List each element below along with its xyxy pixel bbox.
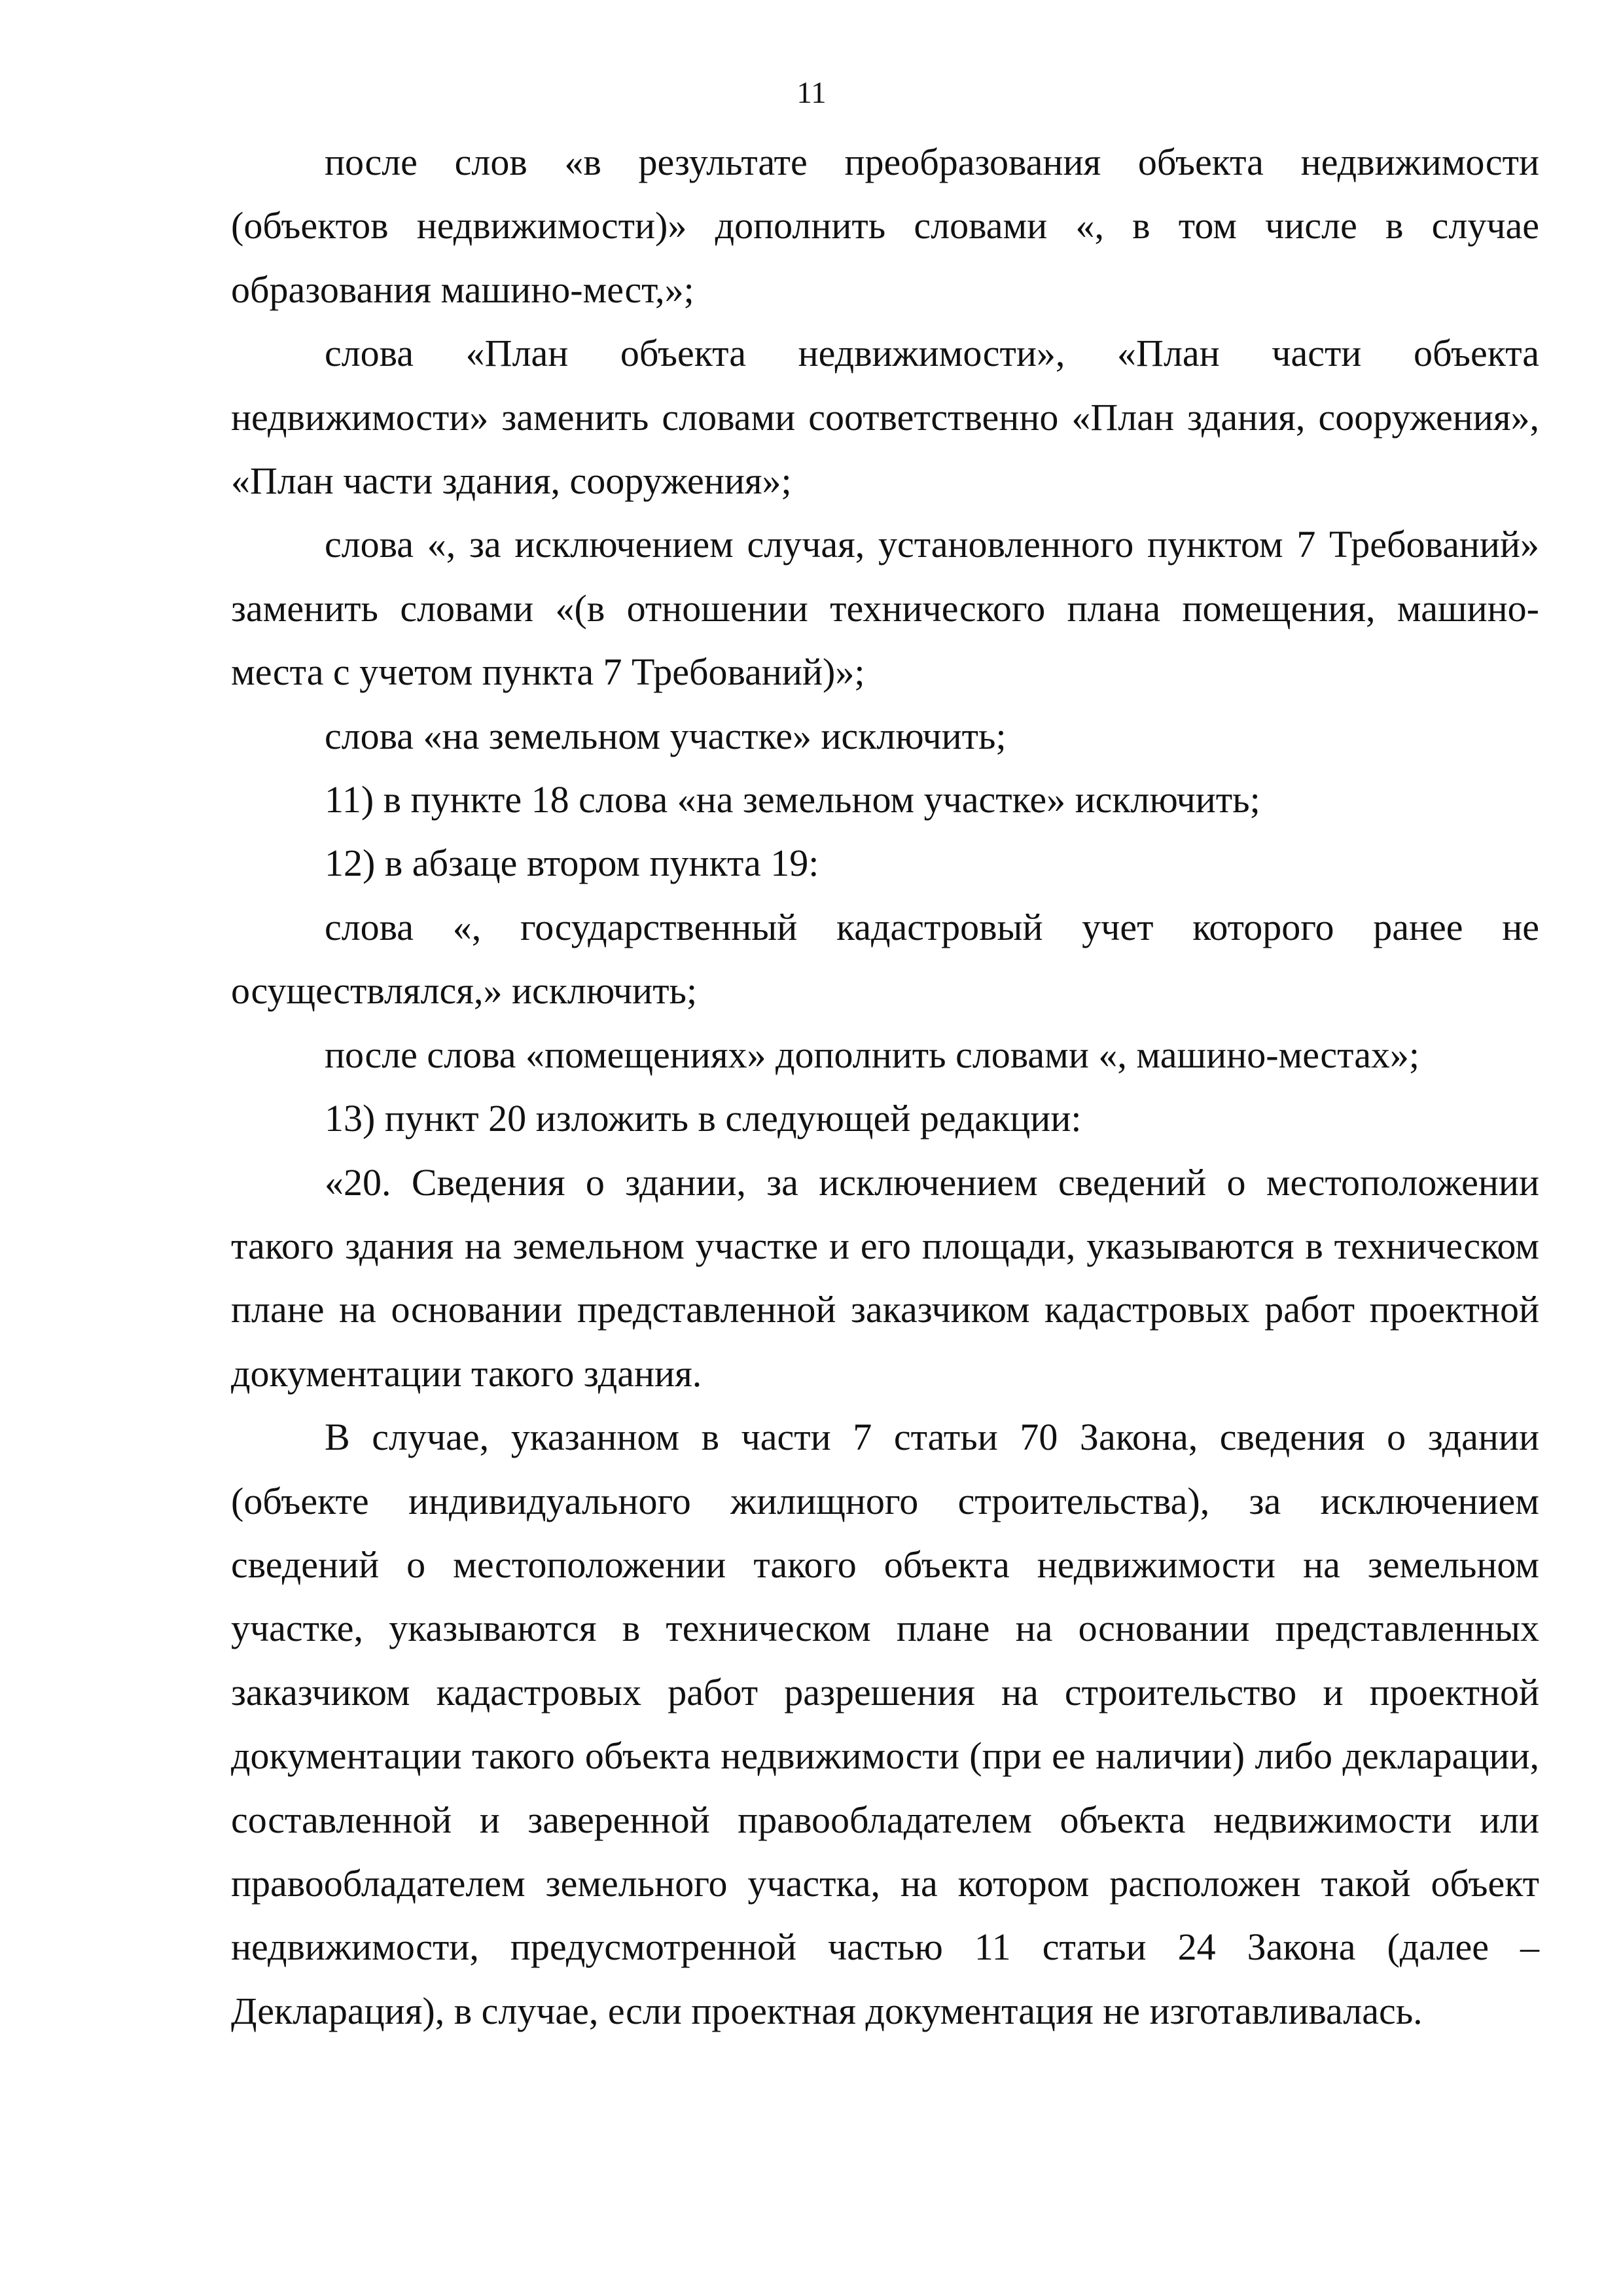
page-number: 11 [796,76,827,110]
paragraph: слова «, государственный кадастровый учет которого ранее не осуществлялся,» исключить; [231,905,1539,1013]
paragraph: В случае, указанном в части 7 статьи 70 Закона, сведения о здании (объекте индивидуального жилищного строительства), за исключением сведений о местоположении такого объекта недвижимости на земельном участке, указываются в техническом плане на основании представленных заказчиком кадастровых работ разрешения на строительство и проектной документации такого объекта недвижимости (при ее наличии) либо декларации, составленной и заверенной правообладателем объекта недвижимости или правообладателем земельного участка, на котором расположен такой объект недвижимости, предусмотренной частью 11 статьи 24 Закона (далее – Декларация), в случае, если проектная документация не изготавливалась. [231,1416,1539,2032]
paragraph: «20. Сведения о здании, за исключением сведений о местоположении такого здания на земельном участке и его площади, указываются в техническом плане на основании представленной заказчиком кадастровых работ проектной документации такого здания. [231,1160,1539,1395]
paragraph: 12) в абзаце втором пункта 19: [325,842,819,885]
paragraph: 11) в пункте 18 слова «на земельном участке» исключить; [325,778,1260,821]
paragraph: после слова «помещениях» дополнить словами «, машино-местах»; [325,1033,1420,1076]
paragraph: слова «План объекта недвижимости», «План части объекта недвижимости» заменить словами соответственно «План здания, сооружения», «План части здания, сооружения»; [231,332,1539,503]
paragraph: 13) пункт 20 изложить в следующей редакции: [325,1097,1082,1140]
document-body [231,130,1539,2043]
paragraph: слова «, за исключением случая, установленного пунктом 7 Требований» заменить словами «(в отношении технического плана помещения, машино-места с учетом пункта 7 Требований)»; [231,523,1539,694]
paragraph: после слов «в результате преобразования объекта недвижимости (объектов недвижимости)» дополнить словами «, в том числе в случае образования машино-мест,»; [231,141,1539,311]
paragraph: слова «на земельном участке» исключить; [325,714,1007,757]
